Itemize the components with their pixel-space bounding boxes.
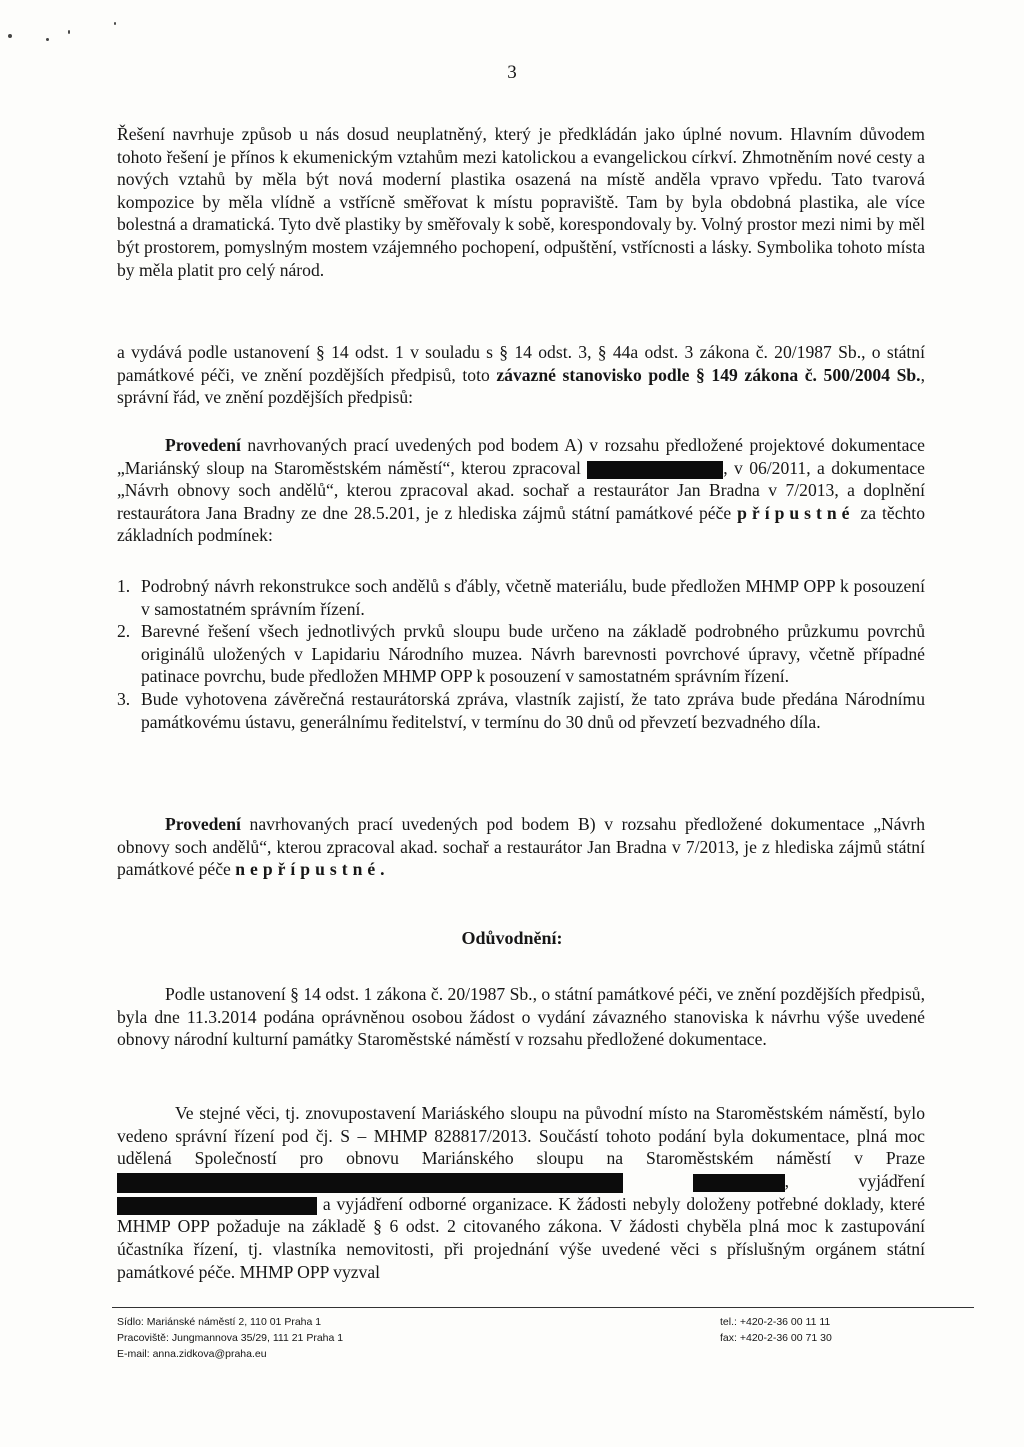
justification-1-text: Podle ustanovení § 14 odst. 1 zákona č. 20/1987 Sb., o státní památkové péči, ve znění pozdějších předpisů, byla dne 11.3.2014 podána oprávněnou osobou žádost o vydání závazného stanoviska k návrhu výše uvedené obnovy národní kulturní památky Staroměstské náměstí v rozsahu předložené dokumentace. <box>117 984 925 1050</box>
justification-2-part3: a vyjádření odborné organizace. K žádosti nebyly doloženy potřebné doklady, které MHMP OPP požaduje na základě § 6 odst. 2 citovaného zákona. V žádosti chyběla plná moc k zastupování účastníka řízení, tj. vlastníka nemovitosti, při projednání výše uvedené věci s příslušným orgánem státní památkové péče. MHMP OPP vyzval <box>117 1193 925 1282</box>
decision-a-part2: , v 06/2011, a dokumentace „Návrh obnovy soch andělů“, kterou zpracoval akad. sochař a restaurátor Jan Bradna v 7/2013, a doplnění restaurátora Jana Bradny ze dne 28.5.201, je z hlediska zájmů státní památkové péče <box>117 457 925 523</box>
footer-phone: tel.: +420-2-36 00 11 11 <box>720 1316 831 1328</box>
issuance-paragraph <box>117 341 925 409</box>
redaction-block <box>117 1173 623 1193</box>
decision-a-part3: za těchto základních podmínek: <box>117 502 925 546</box>
issuance-suffix: , správní řád, ve znění pozdějších předpisů: <box>117 364 925 408</box>
footer-address: Sídlo: Mariánské náměstí 2, 110 01 Praha 1 <box>117 1316 322 1328</box>
justification-paragraph-1 <box>117 983 925 1051</box>
redaction-block <box>117 1197 317 1215</box>
page-number: 3 <box>507 62 517 83</box>
justification-2-part2: , vyjádření <box>784 1170 925 1191</box>
redaction-block <box>587 461 723 479</box>
condition-item: 1. Podrobný návrh rekonstrukce soch andělů s ďábly, včetně materiálu, bude předložen MHMP OPP k posouzení v samostatném správním řízení. <box>117 576 925 619</box>
decision-b-part1: navrhovaných prací uvedených pod bodem B) v rozsahu předložené dokumentace „Návrh obnovy soch andělů“, kterou zpracoval akad. sochař a restaurátor Jan Bradna v 7/2013, je z hlediska zájmů státní památkové péče <box>117 814 925 880</box>
decision-b-verdict: nepřípustné. <box>235 859 390 880</box>
condition-item: 2. Barevné řešení všech jednotlivých prvků sloupu bude určeno na základě podrobného průzkumu povrchů originálů uložených v Lapidariu Národního muzea. Návrh barevnosti povrchové úpravy, včetně případné patinace povrchu, bude předložen MHMP OPP k posouzení v samostatném správním řízení. <box>117 621 925 687</box>
footer-divider <box>112 1307 974 1308</box>
footer-fax: fax: +420-2-36 00 71 30 <box>720 1332 832 1344</box>
issuance-bold: závazné stanovisko podle § 149 zákona č. 500/2004 Sb. <box>496 364 921 385</box>
footer-email: E-mail: anna.zidkova@praha.eu <box>117 1348 267 1360</box>
footer-workplace: Pracoviště: Jungmannova 35/29, 111 21 Praha 1 <box>117 1332 344 1344</box>
footer-contact-right <box>720 1314 832 1346</box>
justification-2-part1: Ve stejné věci, tj. znovupostavení Mariáského sloupu na původní místo na Staroměstském náměstí, bylo vedeno správní řízení pod čj. S – MHMP 828817/2013. Součástí tohoto podání byla dokumentace, plná moc udělená Společností pro obnovu Mariánského sloupu na Staroměstském náměstí v Praze <box>117 1103 925 1169</box>
footer-contact-left <box>117 1314 343 1362</box>
justification-paragraph-2 <box>117 1102 925 1283</box>
intro-text: Řešení navrhuje způsob u nás dosud neuplatněný, který je předkládán jako úplné novum. Hlavním důvodem tohoto řešení je přínos k ekumenickým vztahům mezi katolickou a evangelickou církví. Zhmotněním nové cesty a nových vztahů by měla být nová moderní plastika osazená na místě anděla vpravo vpředu. Tato tvarová kompozice by měla vlídně a vstřícně směřovat k místu popraviště. Tam by byla obdobná plastika, ale více bolestná a dramatická. Tyto dvě plastiky by směřovaly k sobě, korespondovaly by. Volný prostor mezi nimi by měl být prostorem, pomyslným mostem vzájemného pochopení, odpuštění, vstřícnosti a lásky. Symbolika tohoto místa by měla platit pro celý národ. <box>117 124 925 280</box>
condition-item: 3. Bude vyhotovena závěrečná restaurátorská zpráva, vlastník zajistí, že tato zpráva bude předána Národnímu památkovému ústavu, generálnímu ředitelství, v termínu do 30 dnů od převzetí bezvadného díla. <box>117 688 925 732</box>
decision-a-verdict: přípustné <box>737 502 855 523</box>
decision-b-lead: Provedení <box>165 814 241 834</box>
decision-a-paragraph <box>117 434 925 547</box>
conditions-list <box>117 575 925 733</box>
redaction-block <box>693 1174 785 1192</box>
decision-b-paragraph <box>117 813 925 881</box>
issuance-prefix: a vydává podle ustanovení § 14 odst. 1 v souladu s § 14 odst. 3, § 44a odst. 3 zákona č. 20/1987 Sb., o státní památkové péči, ve znění pozdějších předpisů, toto <box>117 342 925 385</box>
decision-a-lead: Provedení <box>165 435 241 455</box>
intro-paragraph <box>117 123 925 281</box>
scan-specks <box>8 22 128 62</box>
justification-heading: Odůvodnění: <box>461 928 563 948</box>
decision-a-part1: navrhovaných prací uvedených pod bodem A) v rozsahu předložené projektové dokumentace „Mariánský sloup na Staroměstském náměstí“, kterou zpracoval <box>117 435 925 478</box>
